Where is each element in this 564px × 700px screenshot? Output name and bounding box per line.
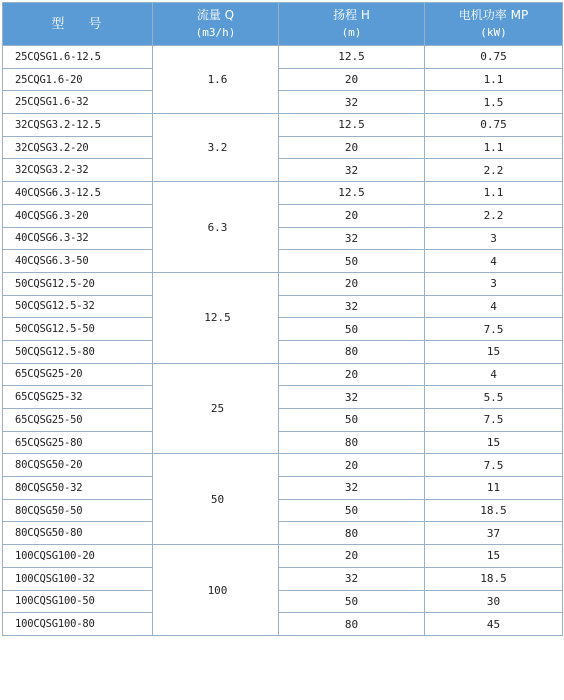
model-cell: 50CQSG12.5-50 [3, 318, 153, 341]
header-flow-label: 流量 Q [196, 8, 235, 22]
flow-cell: 50 [153, 454, 279, 545]
head-cell: 20 [279, 545, 425, 568]
model-cell: 65CQSG25-32 [3, 386, 153, 409]
table-row [3, 159, 563, 182]
header-power-unit: (kW) [480, 26, 507, 39]
power-cell: 5.5 [425, 386, 563, 409]
head-cell: 80 [279, 522, 425, 545]
head-cell: 20 [279, 273, 425, 296]
table-row [3, 591, 563, 614]
model-cell: 80CQSG50-20 [3, 454, 153, 477]
model-cell: 65CQSG25-50 [3, 409, 153, 432]
model-cell: 80CQSG50-80 [3, 522, 153, 545]
model-cell: 32CQSG3.2-12.5 [3, 114, 153, 137]
table-row [3, 341, 563, 364]
power-cell: 15 [425, 341, 563, 364]
model-cell: 25CQSG1.6-32 [3, 91, 153, 114]
model-cell: 32CQSG3.2-32 [3, 159, 153, 182]
power-cell: 2.2 [425, 159, 563, 182]
spec-table-container [2, 2, 562, 636]
head-cell: 32 [279, 568, 425, 591]
model-cell: 100CQSG100-50 [3, 591, 153, 614]
power-cell: 3 [425, 273, 563, 296]
model-cell: 40CQSG6.3-12.5 [3, 182, 153, 205]
table-row [3, 137, 563, 160]
header-head [279, 3, 425, 46]
power-cell: 7.5 [425, 454, 563, 477]
model-cell: 40CQSG6.3-50 [3, 250, 153, 273]
power-cell: 0.75 [425, 114, 563, 137]
head-cell: 32 [279, 477, 425, 500]
header-power [425, 3, 563, 46]
head-cell: 12.5 [279, 114, 425, 137]
table-row [3, 568, 563, 591]
power-cell: 4 [425, 364, 563, 387]
table-row [3, 386, 563, 409]
power-cell: 15 [425, 432, 563, 455]
table-header [3, 3, 563, 46]
head-cell: 80 [279, 432, 425, 455]
table-row [3, 500, 563, 523]
head-cell: 32 [279, 159, 425, 182]
flow-cell: 12.5 [153, 273, 279, 364]
table-row [3, 409, 563, 432]
table-row [3, 205, 563, 228]
head-cell: 20 [279, 137, 425, 160]
header-head-label: 扬程 H [333, 8, 370, 22]
model-cell: 40CQSG6.3-32 [3, 228, 153, 251]
table-row [3, 182, 563, 205]
model-cell: 25CQG1.6-20 [3, 69, 153, 92]
power-cell: 45 [425, 613, 563, 636]
head-cell: 20 [279, 364, 425, 387]
power-cell: 1.1 [425, 182, 563, 205]
table-row [3, 273, 563, 296]
power-cell: 0.75 [425, 46, 563, 69]
table-row [3, 432, 563, 455]
head-cell: 50 [279, 591, 425, 614]
table-row [3, 454, 563, 477]
table-row [3, 91, 563, 114]
power-cell: 15 [425, 545, 563, 568]
table-row [3, 545, 563, 568]
head-cell: 32 [279, 296, 425, 319]
head-cell: 12.5 [279, 182, 425, 205]
power-cell: 7.5 [425, 318, 563, 341]
power-cell: 1.1 [425, 137, 563, 160]
head-cell: 80 [279, 613, 425, 636]
table-row [3, 364, 563, 387]
power-cell: 3 [425, 228, 563, 251]
power-cell: 30 [425, 591, 563, 614]
power-cell: 11 [425, 477, 563, 500]
model-cell: 50CQSG12.5-80 [3, 341, 153, 364]
power-cell: 4 [425, 296, 563, 319]
table-row [3, 46, 563, 69]
header-row [3, 3, 563, 46]
header-power-label: 电机功率 MP [458, 8, 529, 22]
table-body [3, 46, 563, 636]
model-cell: 50CQSG12.5-20 [3, 273, 153, 296]
head-cell: 80 [279, 341, 425, 364]
pump-spec-table [2, 2, 563, 636]
model-cell: 25CQSG1.6-12.5 [3, 46, 153, 69]
head-cell: 20 [279, 205, 425, 228]
model-cell: 65CQSG25-20 [3, 364, 153, 387]
header-flow [153, 3, 279, 46]
flow-cell: 100 [153, 545, 279, 636]
header-model: 型 号 [3, 3, 153, 46]
table-row [3, 318, 563, 341]
model-cell: 80CQSG50-50 [3, 500, 153, 523]
power-cell: 37 [425, 522, 563, 545]
head-cell: 20 [279, 69, 425, 92]
table-row [3, 296, 563, 319]
flow-cell: 25 [153, 364, 279, 455]
table-row [3, 250, 563, 273]
header-flow-unit: (m3/h) [195, 26, 236, 39]
head-cell: 32 [279, 91, 425, 114]
power-cell: 7.5 [425, 409, 563, 432]
table-row [3, 69, 563, 92]
head-cell: 32 [279, 386, 425, 409]
model-cell: 80CQSG50-32 [3, 477, 153, 500]
header-head-unit: (m) [341, 26, 362, 39]
model-cell: 100CQSG100-20 [3, 545, 153, 568]
model-cell: 65CQSG25-80 [3, 432, 153, 455]
power-cell: 4 [425, 250, 563, 273]
flow-cell: 3.2 [153, 114, 279, 182]
model-cell: 100CQSG100-32 [3, 568, 153, 591]
head-cell: 20 [279, 454, 425, 477]
head-cell: 50 [279, 409, 425, 432]
model-cell: 100CQSG100-80 [3, 613, 153, 636]
model-cell: 32CQSG3.2-20 [3, 137, 153, 160]
table-row [3, 613, 563, 636]
power-cell: 18.5 [425, 568, 563, 591]
power-cell: 1.5 [425, 91, 563, 114]
table-row [3, 228, 563, 251]
head-cell: 50 [279, 250, 425, 273]
head-cell: 50 [279, 318, 425, 341]
table-row [3, 522, 563, 545]
power-cell: 18.5 [425, 500, 563, 523]
head-cell: 32 [279, 228, 425, 251]
table-row [3, 477, 563, 500]
power-cell: 2.2 [425, 205, 563, 228]
table-row [3, 114, 563, 137]
head-cell: 50 [279, 500, 425, 523]
model-cell: 50CQSG12.5-32 [3, 296, 153, 319]
flow-cell: 1.6 [153, 46, 279, 114]
head-cell: 12.5 [279, 46, 425, 69]
power-cell: 1.1 [425, 69, 563, 92]
flow-cell: 6.3 [153, 182, 279, 273]
model-cell: 40CQSG6.3-20 [3, 205, 153, 228]
